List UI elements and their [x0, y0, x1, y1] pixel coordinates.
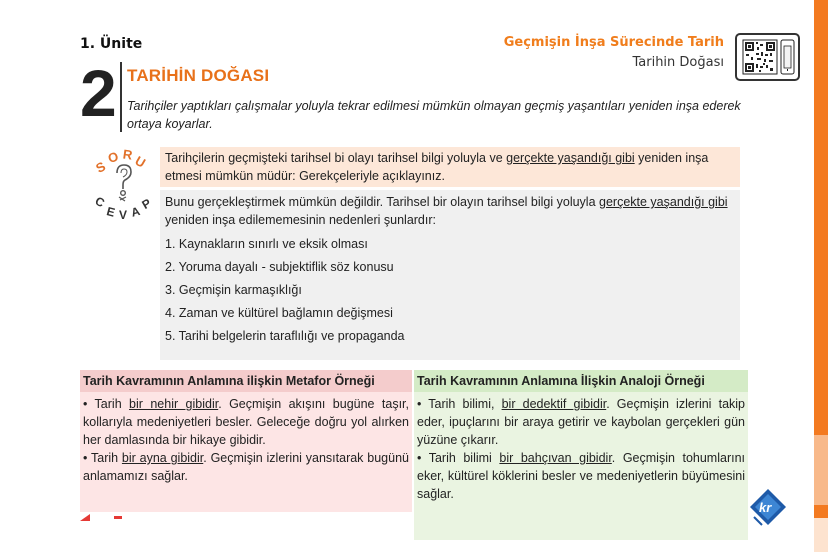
side-color-stripe	[814, 0, 828, 552]
section-divider	[120, 62, 122, 132]
question-text: Tarihçilerin geçmişteki tarihsel bi olayı tarihsel bilgi yoluyla ve	[165, 151, 507, 165]
cevap-letter-p: P	[139, 195, 154, 212]
answer-intro	[165, 193, 735, 229]
kr-logo-icon	[748, 487, 788, 531]
metaphor-underlined: bir nehir gibidir	[129, 397, 219, 411]
analogy-heading: Tarih Kavramının Anlamına İlişkin Analoji Örneği	[414, 370, 748, 392]
analogy-paragraph	[417, 449, 745, 503]
metaphor-underlined: bir ayna gibidir	[121, 451, 204, 465]
cevap-letter-c: C	[92, 193, 107, 211]
list-item: 3. Geçmişin karmaşıklığı	[165, 283, 302, 297]
soru-letter-u: U	[132, 152, 149, 171]
metaphor-paragraph	[83, 395, 409, 449]
metaphor-heading: Tarih Kavramının Anlamına ilişkin Metafor Örneği	[80, 370, 412, 392]
analogy-body	[414, 392, 748, 540]
chapter-title: Geçmişin İnşa Sürecinde Tarih	[503, 35, 724, 50]
svg-text:kr: kr	[759, 500, 772, 515]
soru-letter-o: O	[106, 148, 120, 166]
side-stripe-segment	[814, 518, 828, 552]
metaphor-body	[80, 392, 412, 512]
answer-intro-text: Bunu gerçekleştirmek mümkün değildir. Tarihsel bir olayın tarihsel bilgi yoluyla	[165, 195, 599, 209]
metaphor-text: • Tarih	[83, 451, 122, 465]
question-underlined: gerçekte yaşandığı gibi	[506, 151, 635, 165]
section-number: 2	[80, 56, 117, 130]
analogy-panel	[414, 370, 748, 540]
analogy-text-end: . Geçmişin izlerini takip eder, ipuçlarını bir araya getirir ve kaybolan gerçekleri gün yüzüne çıkarır.	[417, 397, 745, 447]
cevap-letter-e: E	[105, 204, 117, 220]
metaphor-text-end: . Geçmişin akışını bugüne taşır, kollarıyla medeniyetleri besler. Geleceğe doğru yol alırken her damlasında bir hikaye gibidir.	[83, 397, 409, 447]
soru-letter-r: R	[121, 146, 134, 163]
soru-letter-s: S	[93, 158, 108, 176]
analogy-text: • Tarih bilimi,	[417, 397, 502, 411]
analogy-text-end: . Geçmişin tohumlarını eker, kültürel köklerini besler ve medeniyetlerin büyümesini sağlar.	[417, 451, 746, 501]
qr-code-icon[interactable]	[735, 33, 800, 81]
analogy-underlined: bir dedektif gibidir	[501, 397, 607, 411]
list-item: 4. Zaman ve kültürel bağlamın değişmesi	[165, 306, 393, 320]
metaphor-paragraph	[83, 449, 409, 485]
side-stripe-segment	[814, 435, 828, 505]
list-item: 1. Kaynakların sınırlı ve eksik olması	[165, 237, 368, 251]
soru-cevap-icon	[92, 145, 158, 235]
list-item: 2. Yoruma dayalı - subjektiflik söz konusu	[165, 260, 394, 274]
list-item: 5. Tarihi belgelerin taraflılığı ve propaganda	[165, 329, 405, 343]
chapter-subtitle: Tarihin Doğası	[632, 55, 724, 70]
question-text-end: yeniden inşa etmesi mümkün müdür: Gerekçeleriyle açıklayınız.	[165, 151, 709, 183]
metaphor-panel	[80, 370, 412, 512]
cevap-letter-a: A	[129, 203, 142, 220]
answer-box	[160, 190, 740, 360]
cevap-letter-v: V	[119, 208, 128, 222]
question-box	[160, 147, 740, 187]
analogy-paragraph	[417, 395, 745, 449]
analogy-text: • Tarih bilimi	[417, 451, 500, 465]
metaphor-text-end: . Geçmişin izlerini yansıtarak bugünü anlamamızı sağlar.	[83, 451, 409, 483]
bottom-red-mark	[80, 514, 122, 521]
section-title: TARİHİN DOĞASI	[127, 66, 270, 85]
answer-intro-underlined: gerçekte yaşandığı gibi	[599, 195, 728, 209]
metaphor-text: • Tarih	[83, 397, 130, 411]
section-description: Tarihçiler yaptıkları çalışmalar yoluyla tekrar edilmesi mümkün olmayan geçmiş yaşantıları yeniden inşa ederek ortaya koyarlar.	[127, 99, 741, 131]
analogy-underlined: bir bahçıvan gibidir	[499, 451, 612, 465]
unit-label: 1. Ünite	[80, 36, 143, 52]
answer-intro-text-end: yeniden inşa edilememesinin nedenleri şunlardır:	[165, 213, 436, 227]
